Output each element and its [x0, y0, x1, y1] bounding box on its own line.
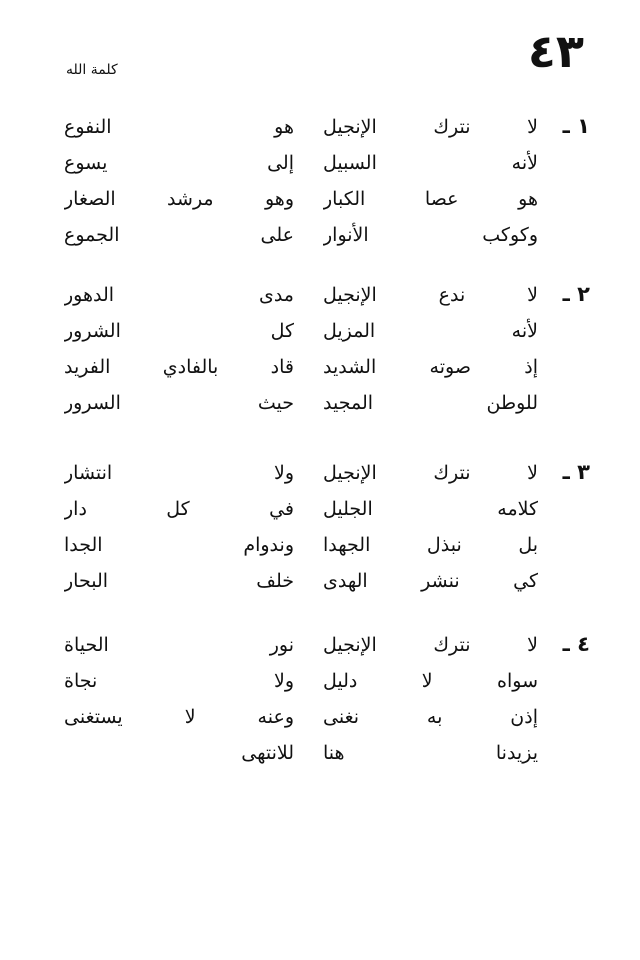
stanza-1: [50, 112, 590, 252]
second-hemistich: إلى يسوع: [64, 152, 294, 174]
second-hemistich: في كل دار: [64, 498, 294, 520]
verse-line: [50, 458, 590, 492]
first-hemistich: لا نترك الإنجيل: [323, 634, 538, 656]
stanza-4: [50, 630, 590, 770]
verse-line: [50, 280, 590, 314]
second-hemistich: للانتهى: [241, 742, 294, 764]
stanza-2: [50, 280, 590, 420]
first-hemistich: وكوكب الأنوار: [323, 224, 538, 246]
first-hemistich: إذن به نغنى: [323, 706, 538, 728]
verse-line: [50, 184, 590, 218]
second-hemistich: مدى الدهور: [64, 284, 294, 306]
verse-line: [50, 702, 590, 736]
first-hemistich: سواه لا دليل: [323, 670, 538, 692]
first-hemistich: لا نترك الإنجيل: [323, 116, 538, 138]
verse-line: [50, 148, 590, 182]
first-hemistich: لا ندع الإنجيل: [323, 284, 538, 306]
second-hemistich: وهو مرشد الصغار: [64, 188, 294, 210]
first-hemistich: إذ صوته الشديد: [323, 356, 538, 378]
page-number: ٤٣: [527, 24, 584, 78]
verse-line: [50, 316, 590, 350]
stanza-number: ١ ـ: [562, 114, 590, 138]
first-hemistich: كي ننشر الهدى: [323, 570, 538, 592]
stanza-number: ٢ ـ: [562, 282, 590, 306]
stanza-number: ٣ ـ: [562, 460, 590, 484]
verse-line: [50, 530, 590, 564]
verse-line: [50, 388, 590, 422]
second-hemistich: هو النفوع: [64, 116, 294, 138]
second-hemistich: خلف البحار: [64, 570, 294, 592]
second-hemistich: نور الحياة: [64, 634, 294, 656]
second-hemistich: قاد بالفادي الفريد: [64, 356, 294, 378]
book-title: كلمة الله: [66, 62, 118, 78]
first-hemistich: يزيدنا هنا: [323, 742, 538, 764]
second-hemistich: على الجموع: [64, 224, 294, 246]
second-hemistich: كل الشرور: [64, 320, 294, 342]
verse-line: [50, 112, 590, 146]
first-hemistich: بل نبذل الجهدا: [323, 534, 538, 556]
stanza-3: [50, 458, 590, 598]
verse-line: [50, 666, 590, 700]
first-hemistich: لأنه السبيل: [323, 152, 538, 174]
verse-line: [50, 566, 590, 600]
second-hemistich: وعنه لا يستغنى: [64, 706, 294, 728]
second-hemistich: حيث السرور: [64, 392, 294, 414]
verse-line: [50, 352, 590, 386]
first-hemistich: كلامه الجليل: [323, 498, 538, 520]
verse-line: [50, 738, 590, 772]
first-hemistich: لا نترك الإنجيل: [323, 462, 538, 484]
stanza-number: ٤ ـ: [562, 632, 590, 656]
second-hemistich: وندوام الجدا: [64, 534, 294, 556]
first-hemistich: للوطن المجيد: [323, 392, 538, 414]
second-hemistich: ولا انتشار: [64, 462, 294, 484]
second-hemistich: ولا نجاة: [64, 670, 294, 692]
verse-line: [50, 220, 590, 254]
verse-line: [50, 494, 590, 528]
first-hemistich: هو عصا الكبار: [323, 188, 538, 210]
verse-line: [50, 630, 590, 664]
first-hemistich: لأنه المزيل: [323, 320, 538, 342]
